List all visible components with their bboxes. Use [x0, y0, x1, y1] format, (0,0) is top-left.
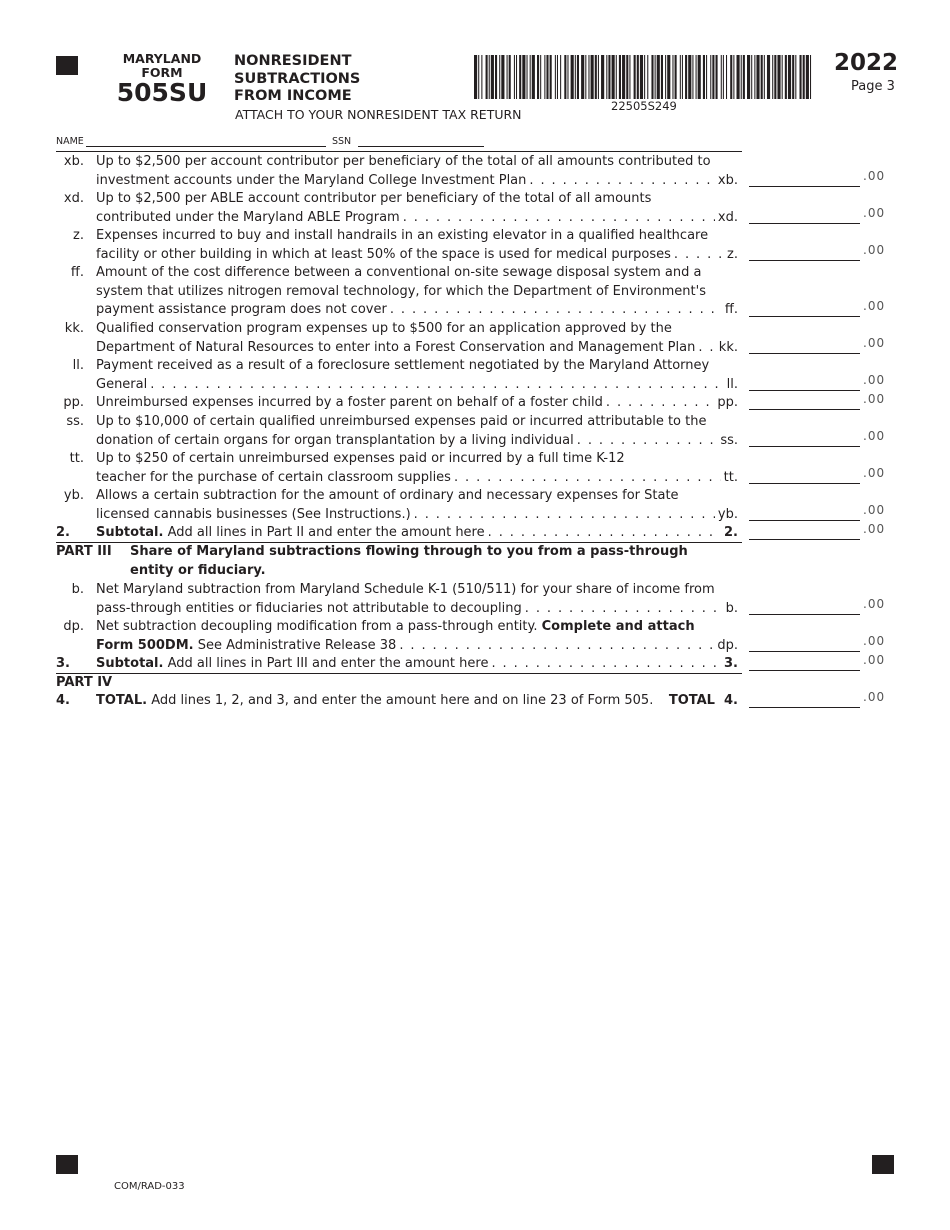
- line-code: kk.: [64, 321, 84, 336]
- barcode-bar: [486, 55, 488, 99]
- line-tag: z.: [727, 246, 738, 262]
- cents-label: .00: [863, 299, 886, 313]
- cents-label: .00: [863, 429, 886, 443]
- barcode-bar: [530, 55, 531, 99]
- line-text: Add all lines in Part II and enter the amount here: [167, 525, 485, 540]
- line-tag: xb.: [717, 172, 738, 188]
- barcode-bar: [585, 55, 586, 99]
- barcode-bar: [537, 55, 539, 99]
- barcode-bar: [601, 55, 604, 99]
- barcode-bar: [777, 55, 780, 99]
- line-tag: xd.: [717, 209, 738, 225]
- amount-field-z[interactable]: [749, 260, 860, 261]
- subtotal-label: Subtotal.: [96, 525, 164, 540]
- line-text: Allows a certain subtraction for the amount of ordinary and necessary expenses for State: [96, 488, 679, 503]
- amount-field-xb[interactable]: [749, 186, 860, 187]
- line-code: tt.: [69, 451, 84, 466]
- line-tag: kk.: [718, 339, 738, 355]
- barcode-bar: [772, 55, 773, 99]
- barcode-bar: [571, 55, 574, 99]
- barcode-bar: [721, 55, 722, 99]
- line-code: ss.: [66, 414, 84, 429]
- line-text: Unreimbursed expenses incurred by a foster parent on behalf of a foster child: [96, 395, 603, 410]
- barcode-bar: [588, 55, 589, 99]
- form-code: COM/RAD-033: [114, 1181, 185, 1192]
- line-tag: dp.: [717, 637, 738, 653]
- line-text: Amount of the cost difference between a conventional on-site sewage disposal system and a: [96, 265, 702, 280]
- line-instruction: Form 500DM.: [96, 637, 194, 653]
- barcode-bar: [519, 55, 521, 99]
- state-name: MARYLAND: [122, 51, 202, 66]
- cents-label: .00: [863, 336, 886, 350]
- barcode-bar: [491, 55, 494, 99]
- cents-label: .00: [863, 653, 886, 667]
- line-text: facility or other building in which at least 50% of the space is used for medical purposes: [96, 246, 671, 262]
- amount-field-subtotal-2[interactable]: [749, 539, 860, 540]
- barcode-bar: [667, 55, 670, 99]
- barcode-bar: [507, 55, 508, 99]
- line-tag: 3.: [724, 656, 738, 671]
- form-state-label: [116, 52, 208, 80]
- barcode-bar: [792, 55, 794, 99]
- line-tag: pp.: [717, 395, 738, 410]
- line-code: xd.: [63, 191, 84, 206]
- barcode-bar: [737, 55, 740, 99]
- amount-field-b[interactable]: [749, 614, 860, 615]
- amount-field-pp[interactable]: [749, 409, 860, 410]
- barcode-bar: [544, 55, 545, 99]
- barcode-bar: [751, 55, 752, 99]
- part-title: Share of Maryland subtractions flowing through to you from a pass-through: [130, 544, 688, 559]
- barcode-bar: [743, 55, 745, 99]
- barcode-bar: [672, 55, 673, 99]
- barcode-bar: [698, 55, 701, 99]
- cents-label: .00: [863, 634, 886, 648]
- line-code: 4.: [56, 693, 70, 708]
- form-label: FORM: [141, 65, 183, 80]
- barcode-bar: [527, 55, 528, 99]
- barcode-bar: [682, 55, 683, 99]
- line-code: yb.: [63, 488, 84, 503]
- line-text: See Administrative Release 38: [197, 637, 397, 653]
- amount-field-ll[interactable]: [749, 390, 860, 391]
- barcode-bar: [474, 55, 477, 99]
- line-code: dp.: [63, 619, 84, 634]
- name-label: NAME: [56, 136, 84, 147]
- line-tag: TOTAL 4.: [668, 693, 738, 708]
- cents-label: .00: [863, 206, 886, 220]
- line-tag: 2.: [724, 525, 738, 540]
- tax-year: 2022: [834, 50, 899, 76]
- line-tag: b.: [725, 600, 738, 616]
- amount-field-xd[interactable]: [749, 223, 860, 224]
- part-label: PART III: [56, 544, 112, 559]
- line-text: contributed under the Maryland ABLE Program: [96, 209, 400, 225]
- line-code: b.: [71, 582, 84, 597]
- part-4-header: PART IV: [56, 675, 113, 690]
- barcode-bar: [733, 55, 734, 99]
- line-text: system that utilizes nitrogen removal technology, for which the Department of Environment's: [96, 283, 706, 299]
- barcode-bar: [577, 55, 579, 99]
- barcode-bar: [647, 55, 648, 99]
- barcode-bar: [555, 55, 556, 99]
- barcode-bar: [532, 55, 535, 99]
- barcode: [474, 55, 812, 99]
- line-instruction: Complete and attach: [541, 619, 695, 634]
- part-3-header: [56, 543, 742, 583]
- line-text: payment assistance program does not cover: [96, 302, 387, 318]
- line-code: ll.: [72, 358, 84, 373]
- form-title-line: SUBTRACTIONS: [234, 70, 361, 87]
- barcode-bar: [741, 55, 742, 99]
- barcode-bar: [567, 55, 568, 99]
- cents-label: .00: [863, 466, 886, 480]
- barcode-bar: [803, 55, 805, 99]
- barcode-bar: [640, 55, 643, 99]
- barcode-bar: [692, 55, 693, 99]
- barcode-bar: [489, 55, 490, 99]
- amount-field-total-4[interactable]: [749, 707, 860, 708]
- barcode-bar: [767, 55, 770, 99]
- barcode-bar: [598, 55, 599, 99]
- barcode-bar: [782, 55, 783, 99]
- barcode-bar: [806, 55, 809, 99]
- line-text: Add all lines in Part III and enter the amount here: [167, 656, 489, 671]
- line-text: investment accounts under the Maryland College Investment Plan: [96, 172, 527, 188]
- barcode-bar: [478, 55, 479, 99]
- barcode-bar: [754, 55, 755, 99]
- subtotal-label: Subtotal.: [96, 656, 164, 671]
- cents-label: .00: [863, 373, 886, 387]
- barcode-bar: [726, 55, 727, 99]
- barcode-bar: [685, 55, 687, 99]
- barcode-bar: [723, 55, 724, 99]
- line-text: General: [96, 376, 148, 392]
- barcode-number: 22505S249: [611, 99, 677, 113]
- barcode-bar: [680, 55, 681, 99]
- line-code: pp.: [63, 395, 84, 410]
- line-text: Up to $2,500 per account contributor per beneficiary of the total of all amounts contributed to: [96, 154, 711, 169]
- barcode-bar: [810, 55, 811, 99]
- line-text: licensed cannabis businesses (See Instructions.): [96, 506, 411, 522]
- barcode-bar: [550, 55, 552, 99]
- barcode-bar: [516, 55, 517, 99]
- barcode-bar: [619, 55, 621, 99]
- line-text: Up to $10,000 of certain qualified unreimbursed expenses paid or incurred attributable to the: [96, 414, 707, 429]
- barcode-bar: [795, 55, 796, 99]
- barcode-bar: [710, 55, 711, 99]
- line-code: 3.: [56, 656, 70, 671]
- barcode-bar: [696, 55, 697, 99]
- cents-label: .00: [863, 597, 886, 611]
- cents-label: .00: [863, 690, 886, 704]
- barcode-bar: [756, 55, 759, 99]
- ssn-label: SSN: [332, 136, 352, 147]
- line-code: ff.: [70, 265, 84, 280]
- line-text: Payment received as a result of a foreclosure settlement negotiated by the Maryland Attorney: [96, 358, 710, 373]
- line-text: Expenses incurred to buy and install handrails in an existing elevator in a qualified healthcare: [96, 228, 709, 243]
- amount-field-tt[interactable]: [749, 483, 860, 484]
- barcode-bar: [675, 55, 677, 99]
- barcode-bar: [703, 55, 705, 99]
- barcode-bar: [595, 55, 597, 99]
- line-tag: tt.: [723, 469, 738, 485]
- barcode-bar: [800, 55, 802, 99]
- barcode-bar: [501, 55, 504, 99]
- line-text: Net subtraction decoupling modification from a pass-through entity.: [96, 619, 538, 634]
- barcode-bar: [522, 55, 525, 99]
- barcode-bar: [622, 55, 625, 99]
- registration-mark-top-left: [56, 56, 78, 75]
- registration-mark-bottom-left: [56, 1155, 78, 1174]
- page-number: Page 3: [851, 79, 895, 94]
- line-text: Qualified conservation program expenses up to $500 for an application approved by the: [96, 321, 672, 336]
- line-tag: ff.: [724, 302, 738, 318]
- barcode-bar: [546, 55, 548, 99]
- line-text: Net Maryland subtraction from Maryland Schedule K-1 (510/511) for your share of income from: [96, 582, 715, 597]
- barcode-bar: [540, 55, 541, 99]
- barcode-bar: [747, 55, 750, 99]
- part-title: entity or fiduciary.: [130, 563, 266, 578]
- barcode-bar: [637, 55, 639, 99]
- barcode-bar: [788, 55, 791, 99]
- line-text: Up to $2,500 per ABLE account contributor per beneficiary of the total of all amounts: [96, 191, 652, 206]
- barcode-bar: [612, 55, 615, 99]
- form-title: [234, 53, 360, 106]
- barcode-bar: [481, 55, 482, 99]
- barcode-bar: [761, 55, 763, 99]
- barcode-bar: [581, 55, 584, 99]
- line-text: Department of Natural Resources to enter into a Forest Conservation and Management Plan: [96, 339, 696, 355]
- name-ssn-row: [56, 135, 742, 152]
- line-tag: ss.: [720, 432, 738, 448]
- amount-field-yb[interactable]: [749, 520, 860, 521]
- barcode-bar: [626, 55, 628, 99]
- ssn-field[interactable]: [358, 146, 484, 147]
- barcode-bar: [774, 55, 776, 99]
- barcode-bar: [606, 55, 607, 99]
- cents-label: .00: [863, 392, 886, 406]
- barcode-bar: [564, 55, 566, 99]
- barcode-bar: [495, 55, 497, 99]
- cents-label: .00: [863, 503, 886, 517]
- line-code: z.: [73, 228, 84, 243]
- amount-field-kk[interactable]: [749, 353, 860, 354]
- barcode-bar: [591, 55, 594, 99]
- barcode-bar: [514, 55, 515, 99]
- barcode-bar: [688, 55, 691, 99]
- registration-mark-bottom-right: [872, 1155, 894, 1174]
- barcode-bar: [730, 55, 732, 99]
- barcode-bar: [509, 55, 511, 99]
- barcode-bar: [661, 55, 663, 99]
- line-text: donation of certain organs for organ transplantation by a living individual: [96, 432, 574, 448]
- amount-field-ss[interactable]: [749, 446, 860, 447]
- amount-field-ff[interactable]: [749, 316, 860, 317]
- line-code: xb.: [63, 154, 84, 169]
- total-label: TOTAL.: [96, 693, 148, 708]
- line-text: pass-through entities or fiduciaries not attributable to decoupling: [96, 600, 522, 616]
- barcode-bar: [608, 55, 610, 99]
- barcode-bar: [560, 55, 561, 99]
- attach-note: ATTACH TO YOUR NONRESIDENT TAX RETURN: [235, 107, 522, 122]
- barcode-bar: [665, 55, 666, 99]
- barcode-bar: [575, 55, 576, 99]
- barcode-bar: [712, 55, 714, 99]
- line-text: Up to $250 of certain unreimbursed expenses paid or incurred by a full time K-12: [96, 451, 625, 466]
- name-field[interactable]: [86, 146, 326, 147]
- barcode-bar: [629, 55, 630, 99]
- cents-label: .00: [863, 522, 886, 536]
- cents-label: .00: [863, 169, 886, 183]
- amount-field-subtotal-3[interactable]: [749, 670, 860, 671]
- barcode-bar: [706, 55, 707, 99]
- form-number: 505SU: [116, 78, 208, 107]
- barcode-bar: [557, 55, 558, 99]
- barcode-bar: [716, 55, 718, 99]
- barcode-bar: [644, 55, 645, 99]
- barcode-bar: [499, 55, 500, 99]
- barcode-bar: [634, 55, 636, 99]
- barcode-bar: [616, 55, 617, 99]
- cents-label: .00: [863, 243, 886, 257]
- line-text: teacher for the purchase of certain classroom supplies: [96, 469, 451, 485]
- form-title-line: FROM INCOME: [234, 88, 352, 104]
- line-tag: yb.: [717, 506, 738, 522]
- barcode-bar: [655, 55, 656, 99]
- line-text: Add lines 1, 2, and 3, and enter the amount here and on line 23 of Form 505.: [151, 693, 654, 708]
- line-code: 2.: [56, 525, 70, 540]
- barcode-bar: [651, 55, 653, 99]
- form-title-line: NONRESIDENT: [234, 53, 352, 69]
- barcode-bar: [785, 55, 787, 99]
- amount-field-dp[interactable]: [749, 651, 860, 652]
- line-tag: ll.: [726, 376, 738, 392]
- barcode-bar: [657, 55, 660, 99]
- barcode-bar: [764, 55, 765, 99]
